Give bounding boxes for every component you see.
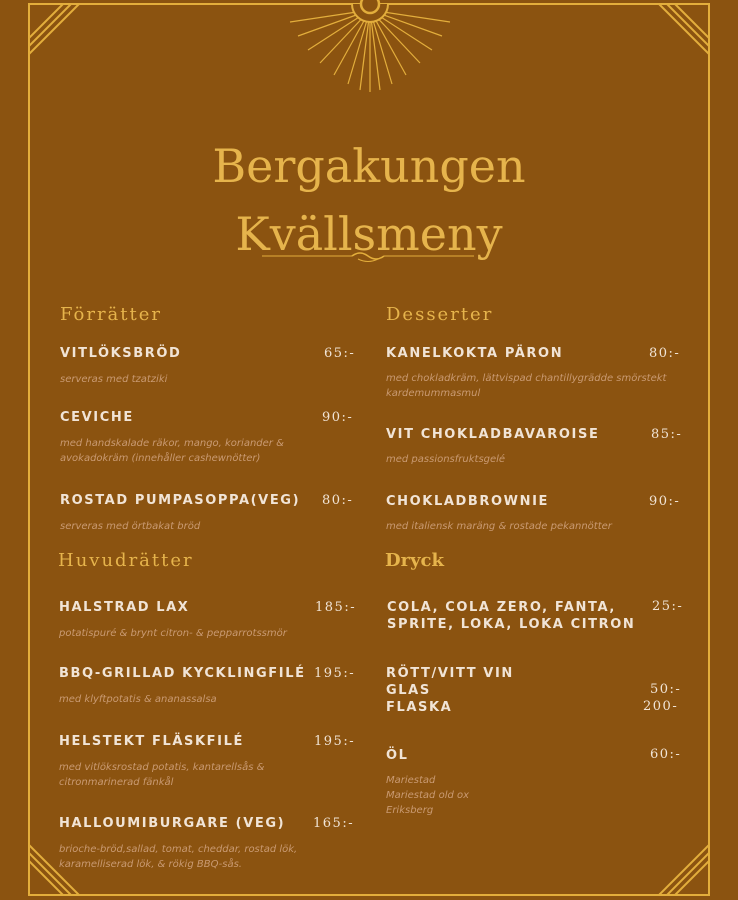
menu-title: Kvällsmeny [235,207,503,261]
item-price: 80:- [322,493,354,508]
item-description: med italiensk maräng & rostade pekannötter [386,521,612,532]
drink-wine-bottle: FLASKA [386,700,453,715]
sunburst-ornament [280,0,460,92]
item-description: potatispuré & brynt citron- & pepparrotssmör [59,628,287,639]
item-price: 90:- [649,494,681,509]
drink-wine-title: RÖTT/VITT VIN [386,666,514,681]
restaurant-name: Bergakungen [212,139,526,193]
item-price: 80:- [649,346,681,361]
item-price: 165:- [313,816,355,831]
corner-ornament-top-left [28,3,88,63]
section-mains-heading: Huvudrätter [58,550,194,571]
title-flourish [262,250,474,264]
item-name: HALLOUMIBURGARE (VEG) [59,816,286,831]
item-price: 195:- [314,666,356,681]
beer-option: Mariestad [386,775,436,786]
item-description: med chokladkräm, lättvispad chantillygrädde smörstekt [386,373,667,384]
item-description: med klyftpotatis & ananassalsa [59,694,217,705]
item-description: brioche-bröd,sallad, tomat, cheddar, rostad lök, [59,844,298,855]
item-description: med passionsfruktsgelé [386,454,506,465]
item-name: ROSTAD PUMPASOPPA(VEG) [60,493,301,508]
drink-wine-glass-price: 50:- [650,682,682,697]
item-description: med handskalade räkor, mango, koriander & [60,438,284,449]
item-price: 195:- [314,734,356,749]
drink-beer-title: ÖL [386,748,409,763]
section-starters-heading: Förrätter [60,304,163,325]
drink-soda-line1: COLA, COLA ZERO, FANTA, [387,600,616,615]
item-name: VIT CHOKLADBAVAROISE [386,427,600,442]
item-description: avokadokräm (innehåller cashewnötter) [60,453,261,464]
item-description: serveras med tzatziki [60,374,168,385]
item-price: 65:- [324,346,356,361]
beer-option: Eriksberg [386,805,434,816]
drink-wine-glass: GLAS [386,683,431,698]
item-description: kardemummasmul [386,388,481,399]
item-description: med vitlöksrostad potatis, kantarellsås & [59,762,265,773]
corner-ornament-top-right [650,3,710,63]
item-description: karamelliserad lök, & rökig BBQ-sås. [59,859,242,870]
item-name: HELSTEKT FLÄSKFILÉ [59,734,244,749]
drink-beer-price: 60:- [650,747,682,762]
drink-soda-price: 25:- [652,599,684,614]
section-drinks-heading: Dryck [385,550,444,571]
item-name: HALSTRAD LAX [59,600,190,615]
item-name: VITLÖKSBRÖD [60,346,182,361]
item-name: CHOKLADBROWNIE [386,494,549,509]
beer-option: Mariestad old ox [386,790,470,801]
item-name: BBQ-GRILLAD KYCKLINGFILÉ [59,666,306,681]
item-name: CEVICHE [60,410,134,425]
item-price: 185:- [315,600,357,615]
item-name: KANELKOKTA PÄRON [386,346,564,361]
item-description: serveras med örtbakat bröd [60,521,201,532]
drink-wine-bottle-price: 200- [643,699,679,714]
corner-ornament-bottom-right [650,836,710,896]
item-price: 90:- [322,410,354,425]
section-desserts-heading: Desserter [386,304,494,325]
item-description: citronmarinerad fänkål [59,777,174,788]
item-price: 85:- [651,427,683,442]
drink-soda-line2: SPRITE, LOKA, LOKA CITRON [387,617,636,632]
